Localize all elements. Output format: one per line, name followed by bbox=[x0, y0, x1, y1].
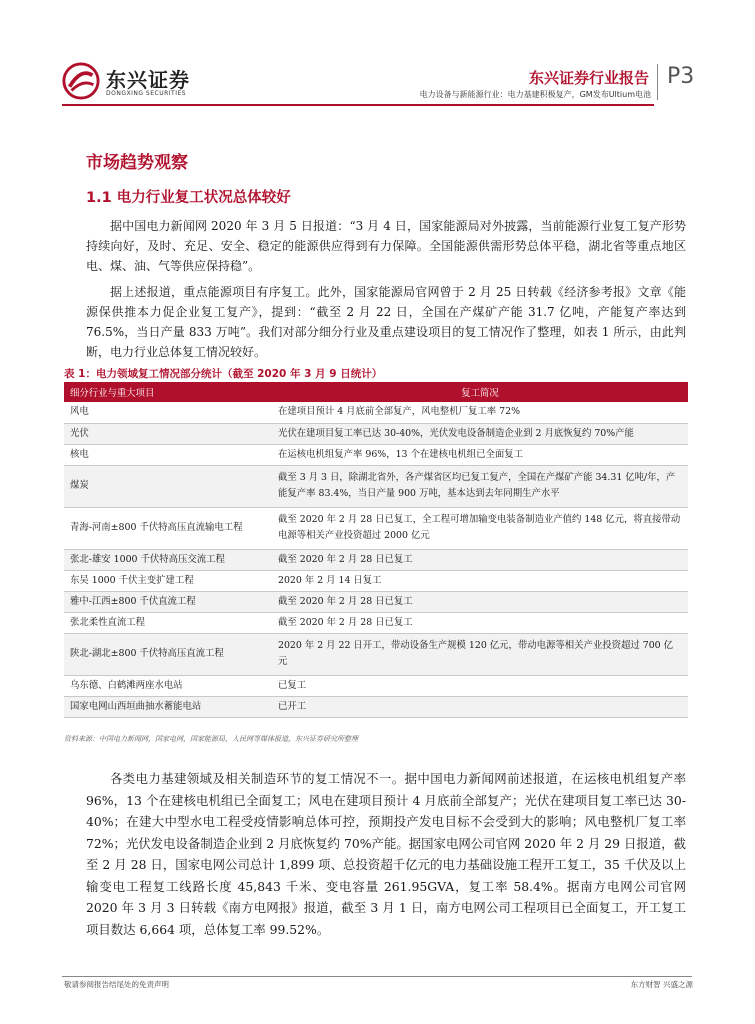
table-header-cell: 复工简况 bbox=[272, 382, 688, 402]
table-row bbox=[64, 507, 688, 549]
table-row bbox=[64, 402, 688, 423]
table-cell-status: 光伏在建项目复工率已达 30-40%，光伏发电设备制造企业到 2 月底恢复约 70%产能 bbox=[272, 423, 688, 444]
table-row bbox=[64, 549, 688, 570]
table-cell-sector: 风电 bbox=[64, 402, 272, 423]
paragraph-2: 据上述报道，重点能源项目有序复工。此外，国家能源局官网曾于 2 月 25 日转载《经济参考报》文章《能源保供推本力促企业复工复产》，提到：“截至 2 月 22 日，全国在产煤矿产能 31.7 亿吨，产能复产率达到 76.5%，当日产量 833 万吨”。我们对部分细分行业及重点建设项目的复工情况作了整理，如表 1 所示，由此判断，电力行业总体复工情况较好。 bbox=[86, 285, 686, 359]
section-title: 市场趋势观察 bbox=[86, 153, 188, 173]
logo-english-name: DONGXING SECURITIES bbox=[106, 90, 187, 97]
footer-slogan: 东方财智 兴盛之源 bbox=[630, 980, 693, 989]
logo-emblem-icon bbox=[62, 62, 100, 100]
table-cell-status: 截至 3 月 3 日，除湖北省外，各产煤省区均已复工复产，全国在产煤矿产能 34.31 亿吨/年，产能复产率 83.4%，当日产量 900 万吨，基本达到去年同期生产水平 bbox=[272, 465, 688, 507]
table-cell-status: 在建项目预计 4 月底前全部复产，风电整机厂复工率 72% bbox=[272, 402, 688, 423]
footer-disclaimer: 敬请参阅报告结尾处的免责声明 bbox=[64, 980, 169, 989]
footer-divider bbox=[62, 976, 692, 977]
table-cell-status: 截至 2020 年 2 月 28 日已复工 bbox=[272, 591, 688, 612]
table-cell-status: 已复工 bbox=[272, 675, 688, 696]
page-header bbox=[0, 0, 755, 110]
recovery-table bbox=[64, 382, 688, 718]
table-title: 表 1：电力领域复工情况部分统计（截至 2020 年 3 月 9 日统计） bbox=[64, 368, 383, 380]
table-cell-sector: 张北-雄安 1000 千伏特高压交流工程 bbox=[64, 549, 272, 570]
table-cell-sector: 雅中-江西±800 千伏直流工程 bbox=[64, 591, 272, 612]
table-row bbox=[64, 591, 688, 612]
table-cell-status: 截至 2020 年 2 月 28 日已复工 bbox=[272, 612, 688, 633]
table-cell-sector: 乌东德、白鹤滩两座水电站 bbox=[64, 675, 272, 696]
table-cell-sector: 陕北-湖北±800 千伏特高压直流工程 bbox=[64, 633, 272, 675]
table-row bbox=[64, 633, 688, 675]
table-cell-sector: 张北柔性直流工程 bbox=[64, 612, 272, 633]
header-divider bbox=[62, 104, 654, 106]
table-row bbox=[64, 465, 688, 507]
table-header-cell: 细分行业与重大项目 bbox=[64, 382, 272, 402]
table-cell-sector: 光伏 bbox=[64, 423, 272, 444]
logo-chinese-name: 东兴证券 bbox=[106, 68, 190, 92]
table-row bbox=[64, 444, 688, 465]
table-cell-sector: 青海-河南±800 千伏特高压直流输电工程 bbox=[64, 507, 272, 549]
table-row bbox=[64, 696, 688, 717]
page-number-divider bbox=[657, 64, 658, 100]
table-cell-status: 截至 2020 年 2 月 28 日已复工，全工程可增加输变电装备制造业产值约 148 亿元，将直接带动电源等相关产业投资超过 2000 亿元 bbox=[272, 507, 688, 549]
paragraph-3: 各类电力基建领域及相关制造环节的复工情况不一。据中国电力新闻网前述报道，在运核电机组复产率 96%，13 个在建核电机组已全面复工；风电在建项目预计 4 月底前全部复产；光伏在建项目复工率已达 30-40%；在建大中型水电工程受疫情影响总体可控，预期投产发电目标不会受到大的影响；风电整机厂复工率 72%；光伏发电设备制造企业到 2 月底恢复约 70%产能。据国家电网公司官网 2020 年 2 月 29 日报道，截至 2 月 28 日，国家电网公司总计 1,899 项、总投资超千亿元的电力基础设施工程开工复工，35 千伏及以上输变电工程复工线路长度 45,843 千米、变电容量 261.95GVA，复工率 58.4%。据南方电网公司官网 2020 年 3 月 3 日转载《南方电网报》报道，截至 3 月 1 日，南方电网公司工程项目已全面复工，开工复工项目数达 6,664 项，总体复工率 99.52%。 bbox=[86, 771, 686, 937]
table-cell-sector: 煤炭 bbox=[64, 465, 272, 507]
report-subtitle: 电力设备与新能源行业：电力基建积极复产，GM发布Ultium电池 bbox=[419, 90, 651, 99]
table-row bbox=[64, 612, 688, 633]
table-cell-sector: 核电 bbox=[64, 444, 272, 465]
table-cell-status: 2020 年 2 月 14 日复工 bbox=[272, 570, 688, 591]
table-cell-sector: 国家电网山西垣曲抽水蓄能电站 bbox=[64, 696, 272, 717]
table-cell-sector: 东吴 1000 千伏主变扩建工程 bbox=[64, 570, 272, 591]
table-cell-status: 截至 2020 年 2 月 28 日已复工 bbox=[272, 549, 688, 570]
table-source: 资料来源：中国电力新闻网，国家电网，国家能源局，人民网等媒体报道，东兴证券研究所整理 bbox=[64, 735, 358, 743]
subsection-title: 1.1 电力行业复工状况总体较好 bbox=[86, 190, 291, 206]
table-cell-status: 已开工 bbox=[272, 696, 688, 717]
page-number: P3 bbox=[667, 64, 695, 89]
table-cell-status: 2020 年 2 月 22 日开工，带动设备生产规模 120 亿元，带动电源等相关产业投资超过 700 亿元 bbox=[272, 633, 688, 675]
table-row bbox=[64, 675, 688, 696]
report-title: 东兴证券行业报告 bbox=[528, 69, 649, 87]
paragraph-1: 据中国电力新闻网 2020 年 3 月 5 日报道：“3 月 4 日，国家能源局对外披露，当前能源行业复工复产形势持续向好，及时、充足、安全、稳定的能源供应得到有力保障。全国能源供需形势总体平稳，湖北省等重点地区电、煤、油、气等供应保持稳”。 bbox=[86, 219, 686, 273]
table-header-row bbox=[64, 382, 688, 402]
table-cell-status: 在运核电机组复产率 96%，13 个在建核电机组已全面复工 bbox=[272, 444, 688, 465]
table-row bbox=[64, 570, 688, 591]
table-row bbox=[64, 423, 688, 444]
company-logo bbox=[62, 60, 202, 106]
